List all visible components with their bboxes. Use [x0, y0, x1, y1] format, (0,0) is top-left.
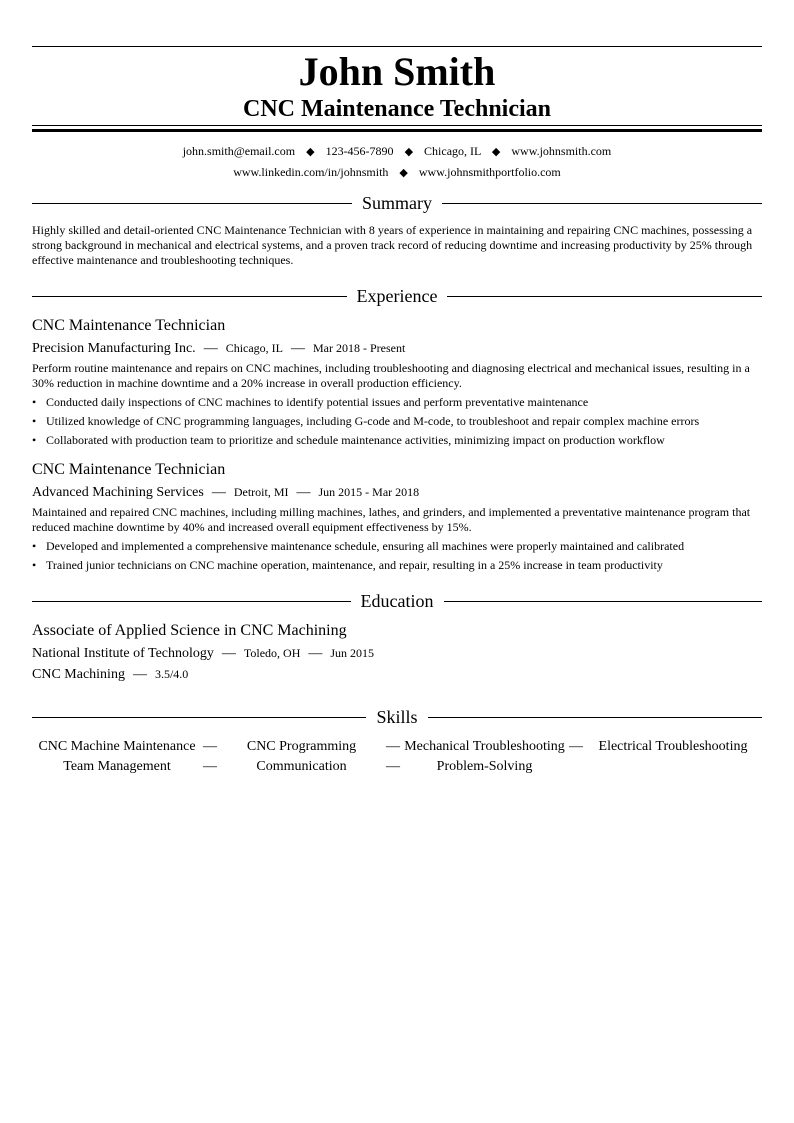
- education-degree: Associate of Applied Science in CNC Machining: [32, 622, 347, 639]
- skill-item: Team Management: [63, 759, 171, 774]
- contact-location: Chicago, IL: [424, 144, 481, 158]
- education-school: National Institute of Technology: [32, 646, 214, 661]
- dash-separator: —: [132, 667, 147, 682]
- job-entry: [32, 316, 762, 448]
- diamond-separator-icon: ◆: [399, 167, 408, 179]
- contact-phone[interactable]: 123-456-7890: [325, 144, 394, 158]
- dash-separator: —: [203, 759, 217, 774]
- job-bullets: [32, 539, 762, 573]
- bullet-icon: •: [32, 558, 37, 572]
- section-header-skills: [32, 705, 762, 729]
- section-title-skills: Skills: [376, 707, 418, 727]
- job-meta: [32, 482, 762, 503]
- header-double-rule: [32, 125, 762, 132]
- contact-email[interactable]: john.smith@email.com: [182, 144, 296, 158]
- diamond-separator-icon: ◆: [404, 146, 414, 158]
- skill-item: Electrical Troubleshooting: [598, 739, 748, 754]
- education-field: CNC Machining: [32, 667, 125, 682]
- section-header-summary: [32, 191, 762, 215]
- section-header-education: [32, 589, 762, 613]
- section-title-experience: Experience: [356, 286, 438, 306]
- dash-separator: —: [291, 341, 306, 356]
- candidate-title: CNC Maintenance Technician: [242, 96, 551, 122]
- bullet-icon: •: [32, 395, 37, 409]
- list-item: • Trained junior technicians on CNC machine operation, maintenance, and repair, resulting in a 25% increase in team productivity: [32, 558, 663, 572]
- education-location: Toledo, OH: [243, 646, 301, 660]
- job-company: Advanced Machining Services: [32, 485, 204, 500]
- job-title: CNC Maintenance Technician: [32, 461, 226, 478]
- list-item: • Collaborated with production team to prioritize and schedule maintenance activities, minimizing impact on production workflow: [32, 433, 665, 447]
- dash-separator: —: [386, 739, 400, 754]
- summary-text: Highly skilled and detail-oriented CNC Maintenance Technician with 8 years of experience in maintaining and repairing CNC machines, possessing a strong background in mechanical and electrical systems, and a proven track record of reducing downtime and increasing productivity by 25% through effective maintenance and troubleshooting techniques.: [32, 223, 753, 267]
- skills-grid: [32, 737, 762, 777]
- bullet-icon: •: [32, 414, 37, 428]
- job-dates: Mar 2018 - Present: [313, 341, 406, 355]
- job-entry: [32, 460, 762, 573]
- list-item: • Developed and implemented a comprehensive maintenance schedule, ensuring all machines were properly maintained and calibrated: [32, 539, 685, 553]
- education-field-row: [32, 664, 762, 685]
- skill-item: Mechanical Troubleshooting: [404, 739, 565, 754]
- resume-page: [32, 46, 762, 777]
- skill-item: CNC Programming: [246, 739, 357, 754]
- job-company: Precision Manufacturing Inc.: [32, 341, 196, 356]
- job-bullets: [32, 395, 762, 448]
- list-item: • Utilized knowledge of CNC programming languages, including G-code and M-code, to troubleshoot and repair complex machine errors: [32, 414, 700, 428]
- contact-portfolio[interactable]: www.johnsmithportfolio.com: [418, 165, 561, 179]
- section-header-experience: [32, 284, 762, 308]
- job-location: Chicago, IL: [225, 341, 284, 355]
- diamond-separator-icon: ◆: [491, 146, 501, 158]
- job-location: Detroit, MI: [233, 485, 289, 499]
- skill-item: CNC Machine Maintenance: [38, 739, 196, 754]
- list-item: • Conducted daily inspections of CNC machines to identify potential issues and perform preventative maintenance: [32, 395, 589, 409]
- diamond-separator-icon: ◆: [306, 146, 315, 158]
- dash-separator: —: [296, 485, 311, 500]
- candidate-name: John Smith: [298, 49, 496, 94]
- job-title: CNC Maintenance Technician: [32, 317, 226, 334]
- skill-item: Communication: [256, 759, 347, 774]
- contact-line-2: [32, 162, 762, 183]
- dash-separator: —: [211, 485, 226, 500]
- contact-website[interactable]: www.johnsmith.com: [511, 144, 612, 158]
- bullet-icon: •: [32, 539, 37, 553]
- contact-line-1: [32, 141, 762, 162]
- dash-separator: —: [569, 739, 583, 754]
- top-rule: [32, 46, 762, 47]
- job-meta: [32, 338, 762, 359]
- skill-item: Problem-Solving: [436, 759, 533, 774]
- dash-separator: —: [386, 759, 400, 774]
- section-title-education: Education: [360, 591, 434, 611]
- education-meta: [32, 643, 762, 664]
- job-description: Maintained and repaired CNC machines, including milling machines, lathes, and grinders, and implemented a preventative maintenance program that reduced machine downtime by 40% and increased overall equipment effectiveness by 15%.: [32, 505, 751, 534]
- job-description: Perform routine maintenance and repairs on CNC machines, including troubleshooting and diagnosing electrical and mechanical issues, resulting in a 30% reduction in machine downtime and a 20% increase in overall production efficiency.: [32, 361, 750, 390]
- dash-separator: —: [308, 646, 323, 661]
- dash-separator: —: [203, 341, 218, 356]
- dash-separator: —: [221, 646, 236, 661]
- section-title-summary: Summary: [362, 193, 432, 213]
- education-date: Jun 2015: [330, 646, 375, 660]
- dash-separator: —: [203, 739, 217, 754]
- contact-linkedin[interactable]: www.linkedin.com/in/johnsmith: [233, 165, 389, 179]
- bullet-icon: •: [32, 433, 37, 447]
- education-gpa: 3.5/4.0: [154, 667, 189, 681]
- job-dates: Jun 2015 - Mar 2018: [318, 485, 420, 499]
